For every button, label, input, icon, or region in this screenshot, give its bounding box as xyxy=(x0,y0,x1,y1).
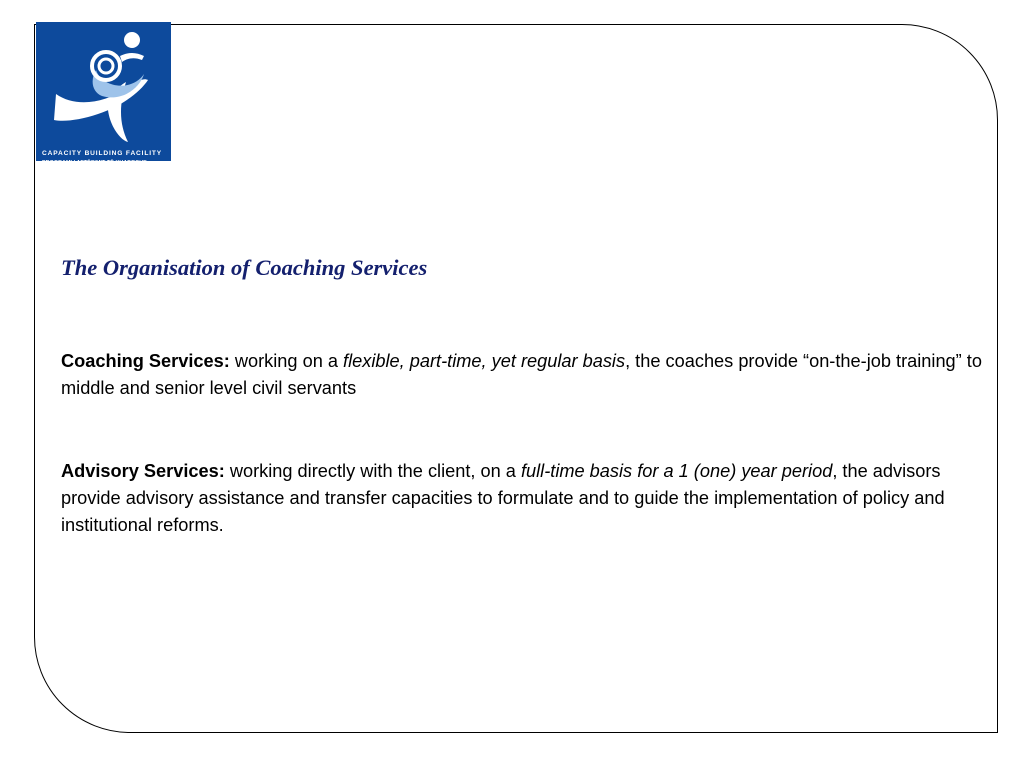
advisory-services-label: Advisory Services: xyxy=(61,461,225,481)
slide-title: The Organisation of Coaching Services xyxy=(61,255,428,280)
coaching-services-label: Coaching Services: xyxy=(61,351,230,371)
advisory-text-after: , the advisors provide advisory assistance and transfer capacities to formulate and to guide the implementation of policy and institutional reforms. xyxy=(61,461,945,535)
advisory-text-before: working directly with the client, on a xyxy=(224,461,521,481)
logo-line-3: PROGRAM IZAGRADNJE KAPACITETA xyxy=(42,168,148,174)
coaching-emphasis: flexible, part-time, yet regular basis xyxy=(343,351,626,371)
logo-caption xyxy=(42,150,168,176)
logo xyxy=(36,22,171,174)
capacity-building-logo-icon xyxy=(36,22,171,150)
coaching-text-after: , the coaches provide “on-the-job training” to middle and senior level civil servants xyxy=(61,351,982,398)
coaching-text-before: working on a xyxy=(229,351,344,371)
logo-line-1: CAPACITY BUILDING FACILITY xyxy=(42,150,163,157)
coaching-services-paragraph xyxy=(61,348,991,402)
logo-line-2: PROGRAMI I AFTËSIMIT TË KUADROVE xyxy=(42,159,147,166)
advisory-emphasis: full-time basis for a 1 (one) year period xyxy=(520,461,833,481)
advisory-services-paragraph xyxy=(61,458,991,539)
